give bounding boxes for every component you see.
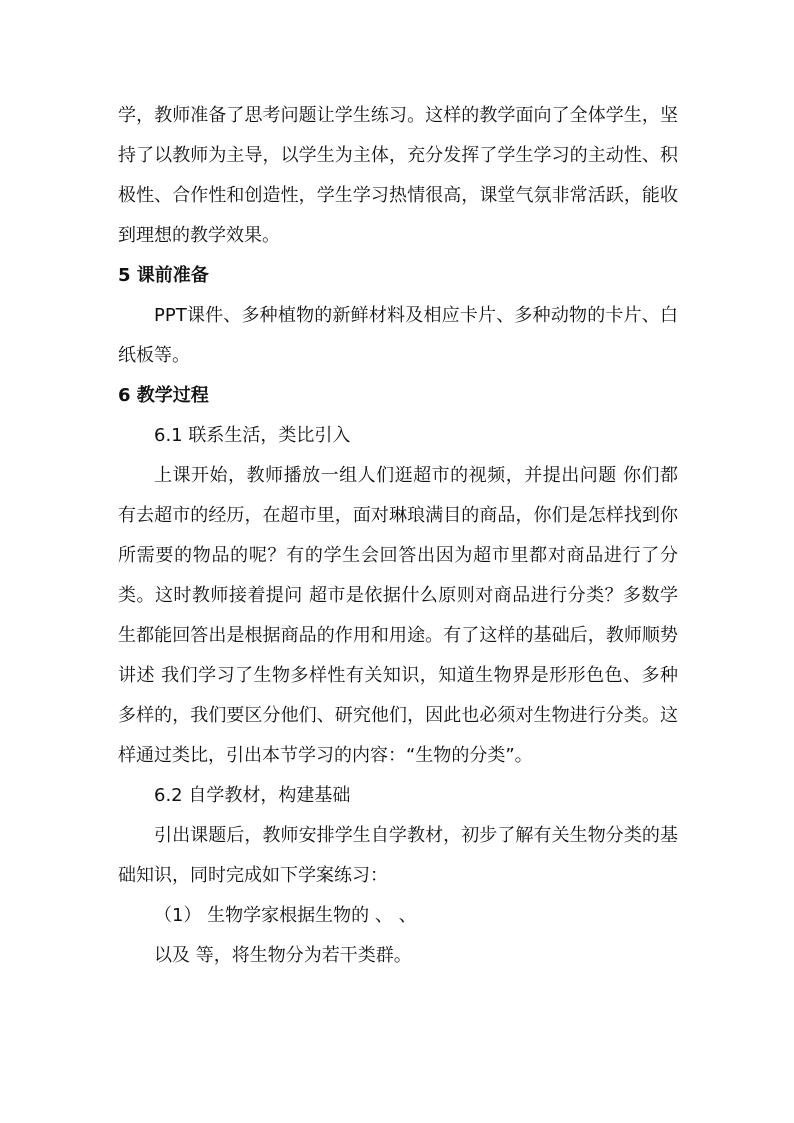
section-heading-teaching-process: 6 教学过程 [118, 385, 209, 406]
exercise-1-line-2: 以及 等，将生物分为若干类群。 [154, 945, 412, 966]
subsection-heading-6-2: 6.2 自学教材，构建基础 [154, 785, 351, 806]
paragraph-preparation: PPT课件、多种植物的新鲜材料及相应卡片、多种动物的卡片、白纸板等。 [118, 305, 678, 366]
exercise-1-line-1: （1） 生物学家根据生物的 、 、 [154, 905, 417, 926]
paragraph-teaching-summary: 学，教师准备了思考问题让学生练习。这样的教学面向了全体学生，坚持了以教师为主导，以学生为主体，充分发挥了学生学习的主动性、积极性、合作性和创造性，学生学习热情很高，课堂气氛非常活跃，能收到理想的教学效果。 [118, 105, 678, 246]
section-heading-preparation: 5 课前准备 [118, 265, 209, 286]
document-body [118, 96, 678, 976]
paragraph-6-1: 上课开始，教师播放一组人们逛超市的视频，并提出问题 你们都有去超市的经历，在超市里，面对琳琅满目的商品，你们是怎样找到你所需要的物品的呢？有的学生会回答出因为超市里都对商品进行了分类。这时教师接着提问 超市是依据什么原则对商品进行分类？多数学生都能回答出是根据商品的作用和用途。有了这样的基础后，教师顺势讲述 我们学习了生物多样性有关知识，知道生物界是形形色色、多种多样的，我们要区分他们、研究他们，因此也必须对生物进行分类。这样通过类比，引出本节学习的内容：“生物的分类”。 [118, 465, 678, 766]
subsection-heading-6-1: 6.1 联系生活，类比引入 [154, 425, 351, 446]
paragraph-6-2: 引出课题后，教师安排学生自学教材，初步了解有关生物分类的基础知识，同时完成如下学案练习： [118, 825, 678, 886]
